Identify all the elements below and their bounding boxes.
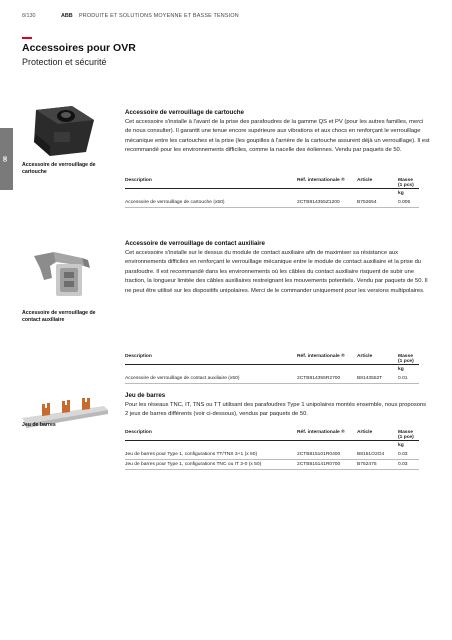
product-table (125, 176, 419, 208)
page-title: Accessoires pour OVR (22, 42, 136, 54)
unit-row: kg (398, 191, 404, 196)
section-body: Pour les réseaux TNC, IT, TNS ou TT utilisant des parafoudres Type 1 unipolaires montés ensemble, nous proposons 2 jeux de barres différents (voir ci-dessous), vendus par paquets de 50. (125, 402, 427, 418)
col-article: Article (357, 178, 373, 183)
chapter-tab[interactable] (0, 128, 13, 190)
section-title: Accessoire de verrouillage de cartouche (125, 109, 244, 116)
product-table (125, 428, 419, 470)
section-busbar (125, 392, 430, 420)
product-caption: Accessoire de verrouillage de contact auxiliaire (22, 310, 96, 323)
section-body: Cet accessoire s'installe sur le dessus du module de contact auxiliaire afin de maximiser sa résistance aux environnements difficiles en renforçant le verrouillage mécanique entre le module de contact auxiliaire et la prise du parafoudre. Il est recommandé dans les environnements où les câbles du contact auxiliaire risquent de subir une traction, la longueur limitée des câbles auxiliaires restreignant les mouvements potentiels. Vendu par paquets de 50. Il ne peut être utilisé sur les dispositifs unipolaires. Merci de le commander uniquement pour les versions multipolaires. (125, 250, 428, 294)
unit-row: kg (398, 367, 404, 372)
table-row: Jeu de barres pour Type 1, configurations TNC ou IT 3-0 (x 50) 2CTB815141R0700 B752475 0.03 (125, 460, 419, 470)
page-header (22, 13, 430, 23)
section-cartridge-lock (125, 109, 430, 156)
product-caption: Accessoire de verrouillage de cartouche (22, 162, 96, 175)
page-subtitle: Protection et sécurité (22, 57, 107, 67)
table-header-row (125, 176, 419, 189)
aux-contact-lock-accessory-image (30, 248, 100, 303)
table-row: Accessoire de verrouillage de cartouche (x50) 2CTB814355Z1200 B752654 0.005 (125, 198, 419, 208)
section-body: Cet accessoire s'installe à l'avant de la prise des parafoudres de la gamme QS et PV (pour les autres familles, merci de nous consulter). Il garantit une tenue encore supérieure aux vibrations et aux chocs en renforçant le verrouillage mécanique entre les cartouches et la prise (les goupilles à l'arrière de la cartouche assurent déjà un verrouillage). Il est recommandé pour les environnements difficiles, comme la nacelle des éoliennes. Vendu par paquets de 50. (125, 119, 430, 154)
unit-row: kg (398, 443, 404, 448)
brand-name: ABB (61, 13, 73, 19)
col-ref: Réf. internationale ® (297, 178, 345, 183)
page-number: 8/130 (22, 13, 36, 19)
product-caption: Jeu de barres (22, 422, 56, 428)
col-masse: Masse (1 pcs) (398, 178, 414, 188)
col-description: Description (125, 178, 152, 183)
product-table (125, 352, 419, 384)
title-accent-bar (22, 37, 32, 39)
section-aux-contact-lock (125, 240, 430, 296)
table-header-row: Description Réf. internationale ® Article Masse (1 pce) (125, 428, 419, 441)
cartridge-lock-accessory-image (30, 102, 102, 158)
section-title: Accessoire de verrouillage de contact auxiliaire (125, 240, 265, 247)
table-header-row: Description Réf. internationale ® Article Masse (1 pce) (125, 352, 419, 365)
table-row: Jeu de barres pour Type 1, configurations TT/TNS 3+1 (x 50) 2CTB815101R0400 B8151O2O4 0.03 (125, 450, 419, 460)
chapter-tab-label: 08 (2, 156, 9, 162)
section-title: Jeu de barres (125, 392, 166, 399)
breadcrumb: PRODUITE ET SOLUTIONS MOYENNE ET BASSE TENSION (79, 13, 239, 19)
table-row: Accessoire de verrouillage de contact auxiliaire (x50) 2CTB814355R2700 B8143552T 0.01 (125, 374, 419, 384)
